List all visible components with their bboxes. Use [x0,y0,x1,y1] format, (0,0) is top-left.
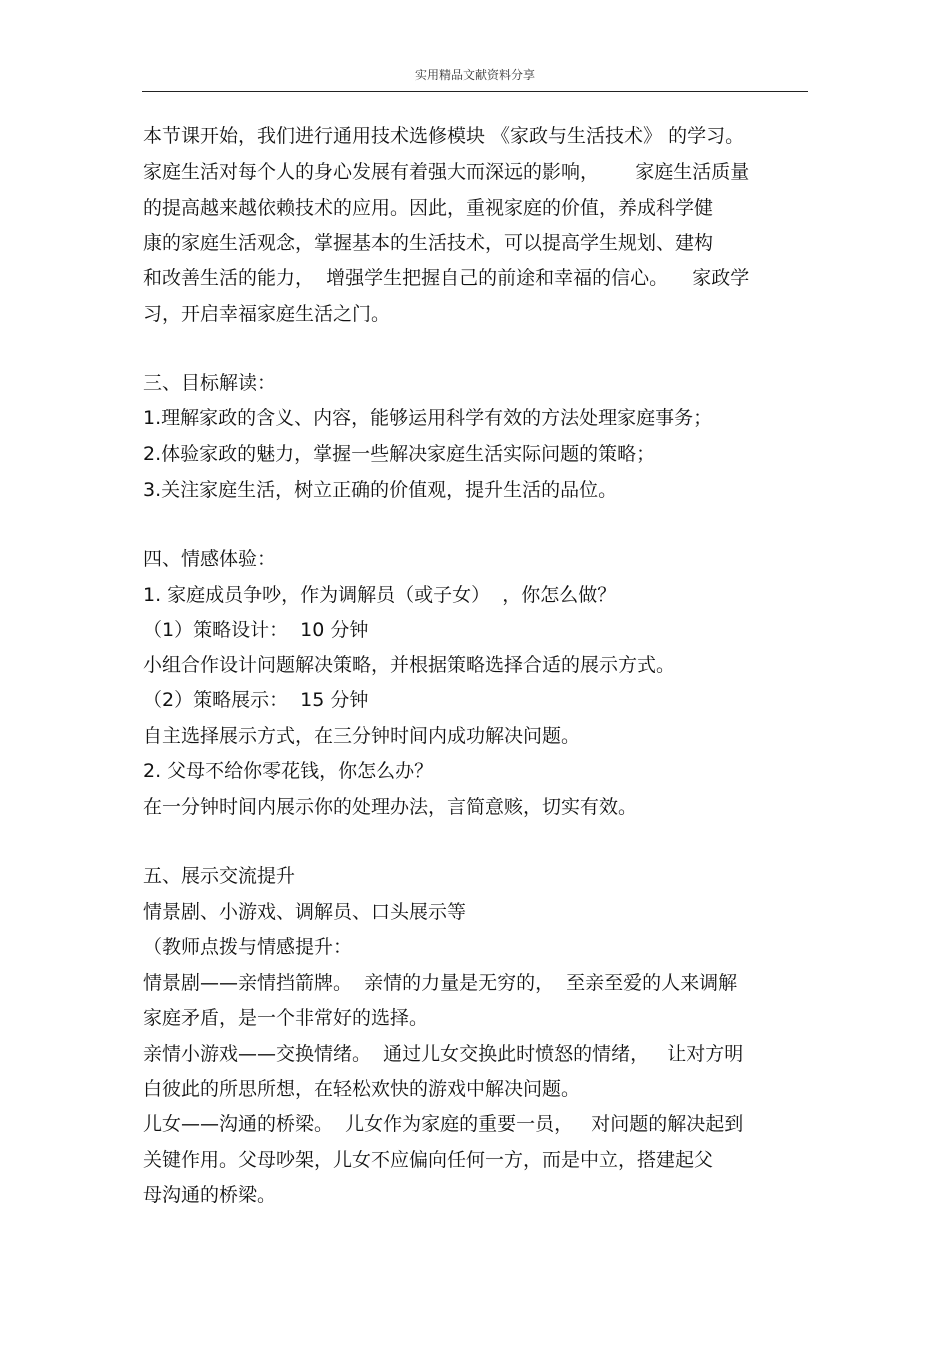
experience-item-2: 2. 父母不给你零花钱，你怎么办？ [143,760,434,782]
body-line: 自主选择展示方式，在三分钟时间内成功解决问题。 [143,725,581,747]
body-line: 亲情小游戏——交换情绪。 通过儿女交换此时愤怒的情绪， 让对方明 [143,1043,744,1065]
body-line: 在一分钟时间内展示你的处理办法，言简意赅，切实有效。 [143,796,638,818]
section-heading-experience: 四、情感体验： [143,548,277,570]
body-line: 康的家庭生活观念，掌握基本的生活技术，可以提高学生规划、建构 [143,232,714,254]
strategy-design: （1）策略设计： 10 分钟 [143,619,369,641]
body-line: 家庭生活对每个人的身心发展有着强大而深远的影响， 家庭生活质量 [143,161,750,183]
body-line: 小组合作设计问题解决策略，并根据策略选择合适的展示方式。 [143,654,676,676]
body-line: 情景剧——亲情挡箭牌。 亲情的力量是无穷的， 至亲至爱的人来调解 [143,972,738,994]
section-heading-goals: 三、目标解读： [143,372,277,394]
body-line: 的提高越来越依赖技术的应用。因此，重视家庭的价值，养成科学健 [143,197,714,219]
strategy-show: （2）策略展示： 15 分钟 [143,689,369,711]
body-line: 关键作用。父母吵架，儿女不应偏向任何一方，而是中立，搭建起父 [143,1149,714,1171]
body-line: 白彼此的所思所想，在轻松欢快的游戏中解决问题。 [143,1078,581,1100]
goal-item-3: 3.关注家庭生活，树立正确的价值观，提升生活的品位。 [143,479,618,501]
body-line: 母沟通的桥梁。 [143,1184,277,1206]
header-divider [142,91,808,92]
body-line: （教师点拨与情感提升： [143,936,353,958]
body-line: 本节课开始，我们进行通用技术选修模块 《家政与生活技术》 的学习。 [143,125,745,147]
experience-item-1: 1. 家庭成员争吵，作为调解员（或子女） ，你怎么做？ [143,584,617,606]
section-heading-exchange: 五、展示交流提升 [143,865,296,887]
goal-item-2: 2.体验家政的魅力，掌握一些解决家庭生活实际问题的策略； [143,443,656,465]
goal-item-1: 1.理解家政的含义、内容，能够运用科学有效的方法处理家庭事务； [143,407,713,429]
body-line: 儿女——沟通的桥梁。 儿女作为家庭的重要一员， 对问题的解决起到 [143,1113,744,1135]
body-line: 家庭矛盾，是一个非常好的选择。 [143,1007,429,1029]
page-header-title: 实用精品文献资料分享 [414,68,535,82]
body-line: 习，开启幸福家庭生活之门。 [143,303,391,325]
body-line: 和改善生活的能力， 增强学生把握自己的前途和幸福的信心。 家政学 [143,267,750,289]
body-line: 情景剧、小游戏、调解员、口头展示等 [143,901,467,923]
